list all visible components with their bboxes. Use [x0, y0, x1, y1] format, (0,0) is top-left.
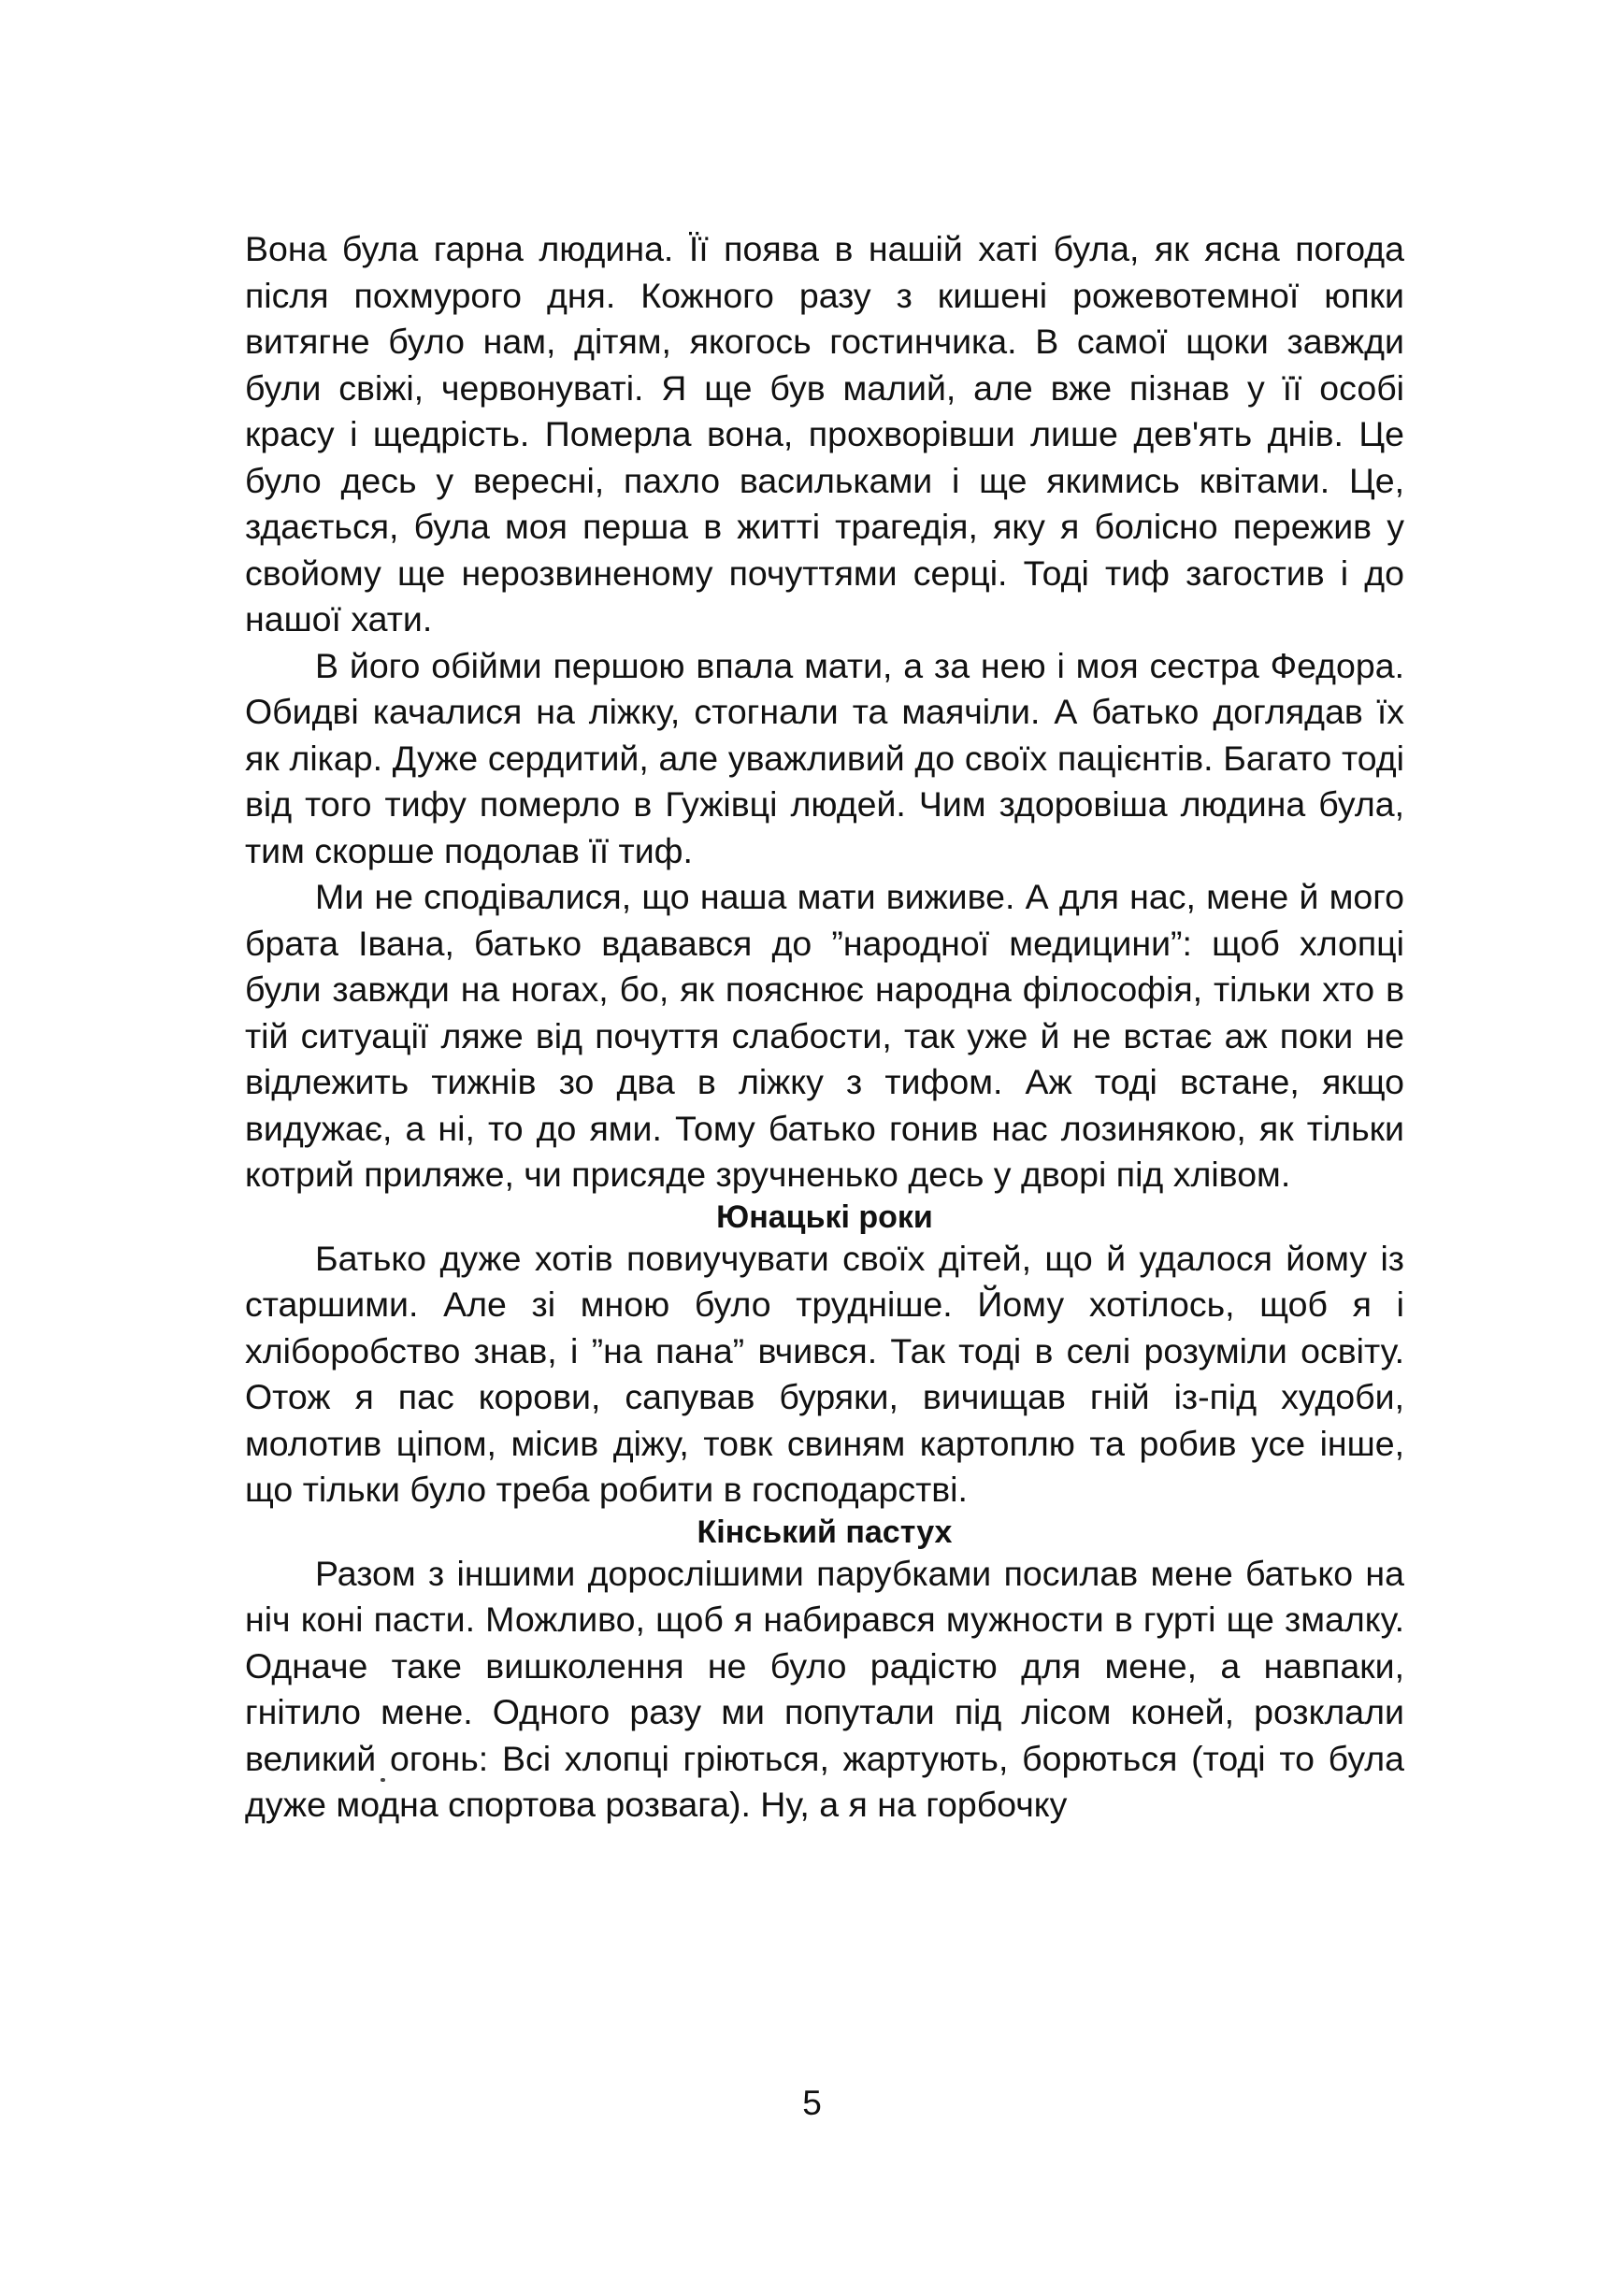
ink-speck: [381, 1778, 385, 1782]
paragraph-2: В його обійми першою впала мати, а за нею і моя сестра Федора. Обидві качалися на ліжку, стогнали та маячіли. А батько доглядав їх як лікар. Дуже сердитий, але уважливий до своїх пацієнтів. Багато тоді від того тифу померло в Гужівці людей. Чим здоровіша людина була, тим скорше подолав її тиф.: [245, 645, 1404, 870]
paragraph-horse-herder: Разом з іншими дорослішими парубками посилав мене батько на ніч коні пасти. Можливо, щоб я набирався мужности в гурті ще змалку. Одначе таке вишколення не було радістю для мене, а навпаки, гнітило мене. Одного разу ми попутали під лісом коней, розклали великий огонь: Всі хлопці гріються, жартують, борються (тоді то була дуже модна спортова розвага). Ну, а я на горбочку: [245, 1553, 1404, 1824]
section-heading-horse-herder: Кінський пастух: [697, 1514, 953, 1550]
section-heading-youth: Юнацькі роки: [716, 1198, 933, 1235]
paragraph-1: Вона була гарна людина. Її поява в нашій хаті була, як ясна погода після похмурого дня. Кожного разу з кишені рожевотемної юпки витягне було нам, дітям, якогось гостинчика. В самої щоки завжди були свіжі, червонуваті. Я ще був малий, але вже пізнав у її особі красу і щедрість. Померла вона, прохворівши лише дев'ять днів. Це було десь у вересні, пахло васильками і ще якимись квітами. Це, здається, була моя перша в житті трагедія, яку я болісно пережив у свойому ще нерозвиненому почуттями серці. Тоді тиф загостив і до нашої хати.: [245, 229, 1404, 639]
page-body: [245, 226, 1404, 1829]
paragraph-youth: Батько дуже хотів повиучувати своїх дітей, що й удалося йому із старшими. Але зі мною було трудніше. Йому хотілось, щоб я і хліборобство знав, і ”на пана” вчився. Так тоді в селі розуміли освіту. Отож я пас корови, сапував буряки, вичищав гній із-під худоби, молотив ціпом, місив діжу, товк свиням картоплю та робив усе інше, що тільки було треба робити в господарстві.: [245, 1238, 1404, 1509]
page-number: 5: [802, 2084, 822, 2122]
paragraph-3: Ми не сподівалися, що наша мати виживе. А для нас, мене й мого брата Івана, батько вдавався до ”народної медицини”: щоб хлопці були завжди на ногах, бо, як пояснює народна філософія, тільки хто в тій ситуації ляже від почуття слабости, так уже й не встає аж поки не відлежить тижнів зо два в ліжку з тифом. Аж тоді встане, якщо видужає, а ні, то до ями. Тому батько гонив нас лозинякою, як тільки котрий приляже, чи присяде зручненько десь у дворі під хлівом.: [245, 877, 1404, 1194]
